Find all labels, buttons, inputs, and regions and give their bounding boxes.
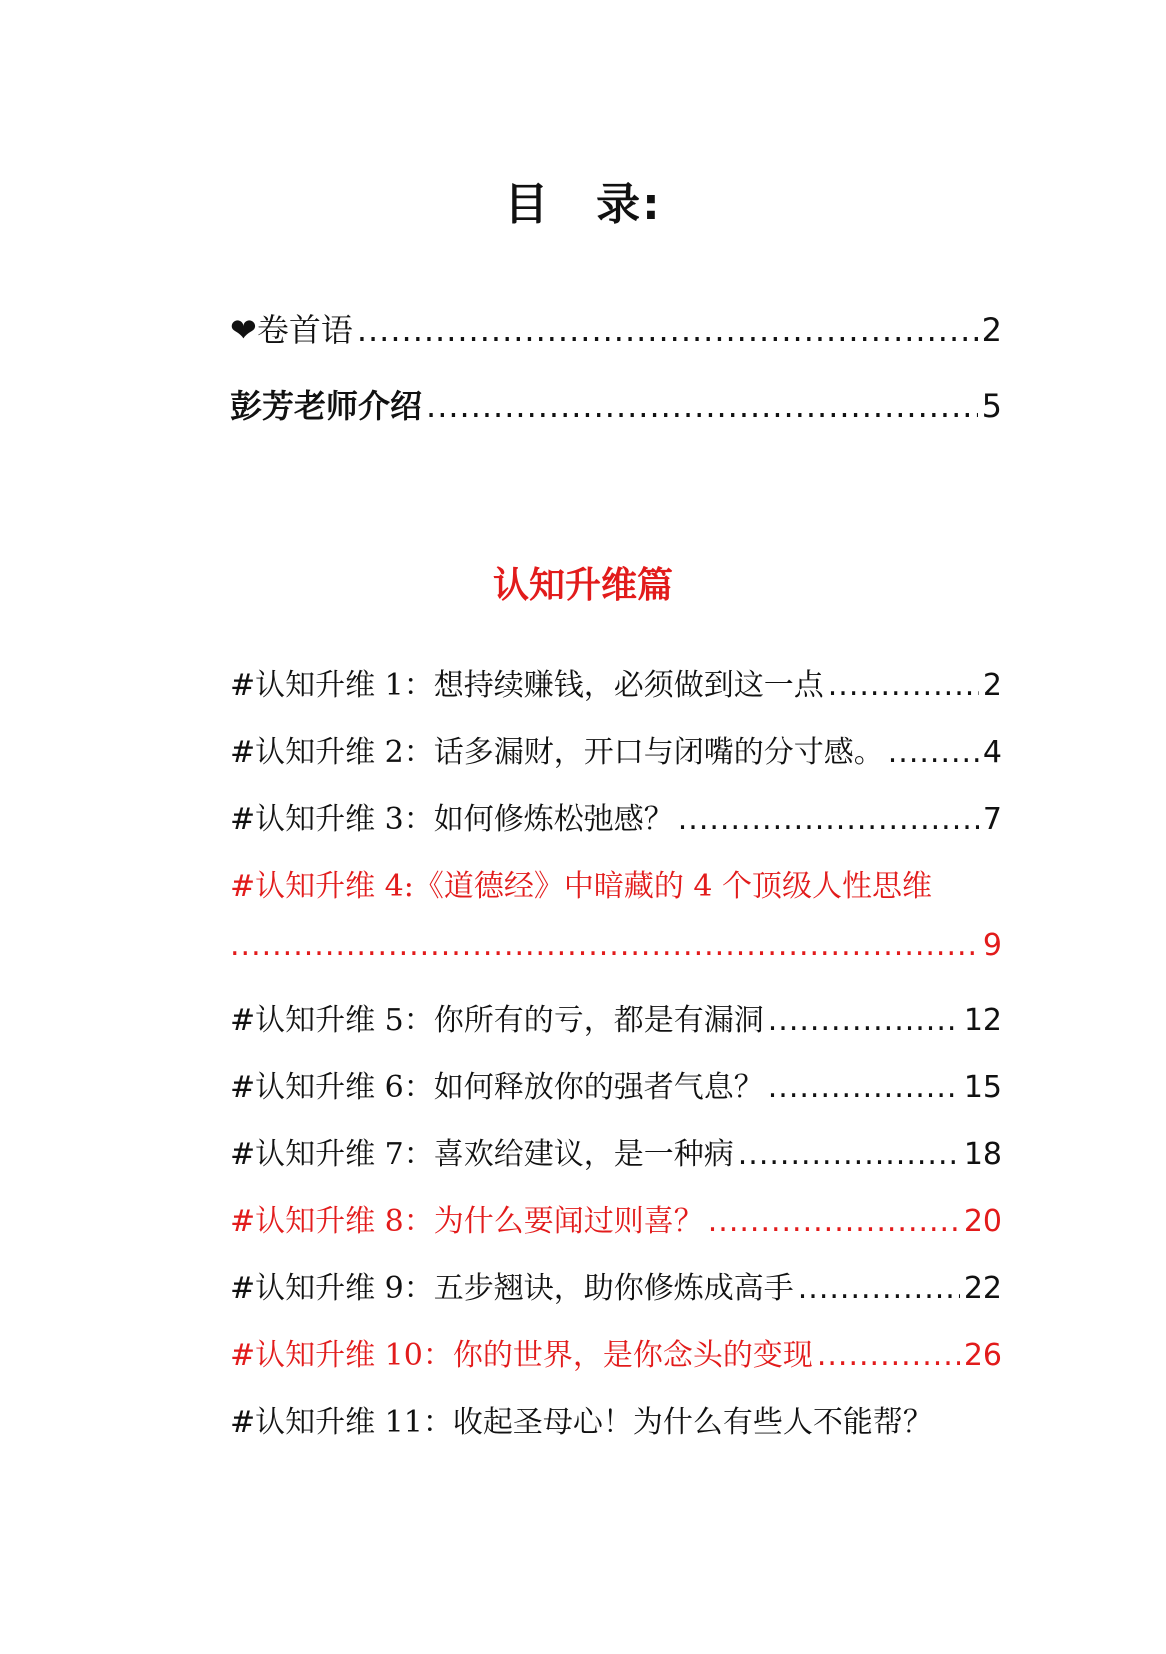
toc-entry-label: #认知升维 1：想持续赚钱，必须做到这一点: [230, 668, 824, 703]
toc-entry-label: #认知升维 8：为什么要闻过则喜？: [230, 1204, 704, 1239]
toc-entry-label: #认知升维 5：你所有的亏，都是有漏洞: [230, 1003, 764, 1038]
dot-leader: [357, 311, 978, 349]
toc-entry-label: #认知升维 10：你的世界，是你念头的变现: [230, 1338, 813, 1373]
front-matter-toc: [230, 305, 1002, 457]
toc-entry-leader-line: [230, 928, 1002, 995]
toc-entry-label: #认知升维 7：喜欢给建议，是一种病: [230, 1137, 734, 1172]
toc-entry[interactable]: [230, 1263, 1002, 1330]
toc-entry[interactable]: [230, 1397, 1002, 1464]
toc-entry-page: 12: [963, 1003, 1002, 1038]
dot-leader: [888, 735, 979, 770]
toc-entry-page: 18: [963, 1137, 1002, 1172]
dot-leader: [817, 1338, 960, 1373]
dot-leader: [230, 928, 979, 963]
toc-entry-label: #认知升维 6：如何释放你的强者气息？: [230, 1070, 764, 1105]
dot-leader: [738, 1137, 960, 1172]
toc-entry[interactable]: [230, 794, 1002, 861]
toc-entry[interactable]: [230, 1129, 1002, 1196]
toc-entry-page: 4: [982, 735, 1002, 770]
page-title: 目 录:: [504, 179, 662, 230]
toc-entry-page: 15: [963, 1070, 1002, 1105]
toc-entry-label: 彭芳老师介绍: [230, 387, 423, 425]
toc-entry-page: 2: [981, 311, 1002, 349]
dot-leader: [768, 1003, 960, 1038]
dot-leader: [828, 668, 979, 703]
toc-entry[interactable]: [230, 861, 1002, 995]
toc-entry[interactable]: [230, 1196, 1002, 1263]
dot-leader: [678, 802, 979, 837]
chapter-toc: [230, 660, 1002, 1464]
dot-leader: [708, 1204, 960, 1239]
toc-entry-label: #认知升维 3：如何修炼松弛感？: [230, 802, 674, 837]
heart-icon: ❤: [230, 311, 257, 349]
toc-entry-label: #认知升维 9：五步翘诀，助你修炼成高手: [230, 1271, 794, 1306]
toc-entry-label: 卷首语: [256, 311, 353, 349]
toc-entry[interactable]: [230, 995, 1002, 1062]
toc-entry[interactable]: [230, 727, 1002, 794]
toc-entry[interactable]: [230, 1062, 1002, 1129]
toc-entry[interactable]: [230, 660, 1002, 727]
dot-leader: [426, 387, 978, 425]
toc-entry-page: 26: [963, 1338, 1002, 1373]
toc-entry-label: #认知升维 2：话多漏财，开口与闭嘴的分寸感。: [230, 735, 884, 770]
dot-leader: [798, 1271, 960, 1306]
toc-entry[interactable]: [230, 1330, 1002, 1397]
toc-entry-label: #认知升维 11：收起圣母心！为什么有些人不能帮？: [230, 1405, 933, 1440]
toc-entry-page: 9: [982, 928, 1002, 963]
toc-entry-page: 22: [963, 1271, 1002, 1306]
dot-leader: [768, 1070, 960, 1105]
toc-entry-page: 20: [963, 1204, 1002, 1239]
toc-entry-label: #认知升维 4:《道德经》中暗藏的 4 个顶级人性思维: [230, 869, 933, 904]
toc-entry-page: 7: [982, 802, 1002, 837]
section-title: 认知升维篇: [492, 565, 673, 606]
toc-entry-preface[interactable]: [230, 305, 1002, 381]
toc-entry-page: 2: [982, 668, 1002, 703]
toc-entry-page: 5: [981, 387, 1002, 425]
toc-entry-author-intro[interactable]: [230, 381, 1002, 457]
